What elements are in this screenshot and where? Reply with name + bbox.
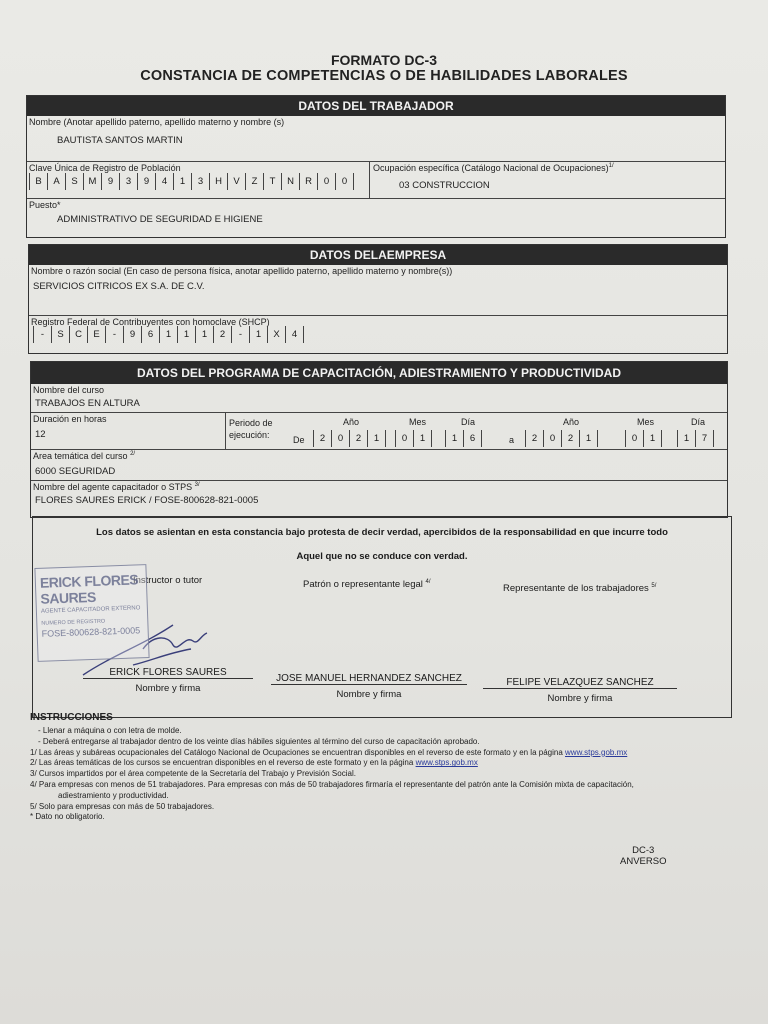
char-box: 1 xyxy=(677,430,695,447)
char-box: 4 xyxy=(285,326,304,343)
worker-name-row xyxy=(27,116,725,161)
to-label: a xyxy=(509,435,515,445)
stamp-reg-number: FOSE-800628-821-0005 xyxy=(41,625,141,639)
employer-caption-text: Patrón o representante legal xyxy=(303,579,423,591)
curp-boxes xyxy=(29,173,354,190)
char-box: 4 xyxy=(155,173,173,190)
char-box: 1 xyxy=(177,326,195,343)
instruction-item: 3/ Cursos impartidos por el área competente de la Secretaría del Trabajo y Previsión Social. xyxy=(30,769,356,779)
instructor-name-caption: Nombre y firma xyxy=(135,683,201,694)
instruction-item xyxy=(30,748,730,759)
workers-rep-caption-text: Representante de los trabajadores xyxy=(503,583,649,595)
area-label-text: Area temática del curso xyxy=(33,451,128,461)
workers-rep-name: FELIPE VELAZQUEZ SANCHEZ xyxy=(483,677,677,689)
char-box: 1 xyxy=(367,430,386,447)
char-box: T xyxy=(263,173,281,190)
duration-row xyxy=(31,412,727,449)
occupation-label xyxy=(373,163,614,173)
end-day-header: Día xyxy=(691,417,706,427)
course-row xyxy=(31,384,727,412)
char-box: M xyxy=(83,173,101,190)
char-box: S xyxy=(51,326,69,343)
stamp-reg-label: NUMERO DE REGISTRO xyxy=(41,618,106,627)
char-box: 2 xyxy=(213,326,231,343)
worker-section-bar: DATOS DEL TRABAJADOR xyxy=(27,96,725,116)
char-box: 2 xyxy=(349,430,367,447)
program-section xyxy=(30,361,728,518)
char-box: 1 xyxy=(643,430,662,447)
char-box: - xyxy=(231,326,249,343)
char-box: 0 xyxy=(335,173,354,190)
stps-link[interactable]: www.stps.gob.mx xyxy=(565,747,628,757)
stamp-role: AGENTE CAPACITADOR EXTERNO xyxy=(40,605,141,615)
char-box: V xyxy=(227,173,245,190)
agent-row xyxy=(31,480,727,511)
char-box: A xyxy=(47,173,65,190)
char-box: 0 xyxy=(543,430,561,447)
char-box: 1 xyxy=(445,430,463,447)
instructor-name: ERICK FLORES SAURES xyxy=(83,667,253,679)
company-rfc-row xyxy=(29,315,727,352)
duration-divider xyxy=(225,413,226,449)
agent-value: FLORES SAURES ERICK / FOSE-800628-821-0005 xyxy=(35,495,259,506)
char-box: B xyxy=(29,173,47,190)
occupation-note-ref: 1/ xyxy=(608,163,614,169)
char-box: E xyxy=(87,326,105,343)
char-box: 0 xyxy=(331,430,349,447)
occupation-label-text: Ocupación específica (Catálogo Nacional de Ocupaciones) xyxy=(373,163,609,173)
workers-rep-caption xyxy=(503,583,656,594)
instruction-item xyxy=(30,758,730,769)
footer-form-code: DC-3 xyxy=(632,845,655,856)
char-box: 2 xyxy=(561,430,579,447)
period-label-1: Periodo de xyxy=(229,418,273,428)
start-month-boxes xyxy=(395,430,432,447)
end-month-boxes xyxy=(625,430,662,447)
company-name-value: SERVICIOS CITRICOS EX S.A. DE C.V. xyxy=(33,281,205,292)
char-box: 3 xyxy=(119,173,137,190)
char-box: 7 xyxy=(695,430,714,447)
worker-curp-row xyxy=(27,161,725,198)
position-label: Puesto* xyxy=(29,200,61,210)
instruction-item: 5/ Solo para empresas con más de 50 trabajadores. xyxy=(30,801,215,811)
stamp-name: ERICK FLORES SAURES xyxy=(39,571,139,607)
char-box: X xyxy=(267,326,285,343)
char-box: 1 xyxy=(195,326,213,343)
end-day-boxes xyxy=(677,430,714,447)
char-box: 1 xyxy=(413,430,432,447)
employer-name-caption: Nombre y firma xyxy=(336,689,402,700)
worker-name-label: Nombre (Anotar apellido paterno, apellido materno y nombre (s) xyxy=(29,117,285,127)
agent-label-text: Nombre del agente capacitador o STPS xyxy=(33,482,193,492)
form-main-title: CONSTANCIA DE COMPETENCIAS O DE HABILIDADES LABORALES xyxy=(140,68,628,84)
duration-value: 12 xyxy=(35,429,46,440)
instructions-heading: INSTRUCCIONES xyxy=(30,712,113,723)
instruction-text: 2/ Las áreas temáticas de los cursos se encuentran disponibles en el reverso de este formato y en la página xyxy=(30,758,414,768)
worker-section xyxy=(26,95,726,238)
instructor-caption: Instructor o tutor xyxy=(133,575,203,586)
char-box: 6 xyxy=(463,430,482,447)
char-box: 1 xyxy=(173,173,191,190)
page-footer xyxy=(620,845,666,867)
agent-stamp xyxy=(34,564,149,662)
char-box: 0 xyxy=(317,173,335,190)
char-box: 1 xyxy=(159,326,177,343)
char-box: - xyxy=(105,326,123,343)
area-note-ref: 2/ xyxy=(130,451,136,457)
char-box: S xyxy=(65,173,83,190)
declaration-line-2: Aquel que no se conduce con verdad. xyxy=(296,551,468,562)
char-box: Z xyxy=(245,173,263,190)
start-day-boxes xyxy=(445,430,482,447)
char-box: R xyxy=(299,173,317,190)
end-month-header: Mes xyxy=(637,417,655,427)
instruction-item: 4/ Para empresas con menos de 51 trabajadores. Para empresas con más de 50 trabajadores firmaría el representante del patrón ante la Comisión mixta de capacitación, xyxy=(30,779,634,789)
char-box: 2 xyxy=(313,430,331,447)
occupation-value: 03 CONSTRUCCION xyxy=(399,180,490,191)
instruction-item: adiestramiento y productividad. xyxy=(58,790,169,800)
employer-note-ref: 4/ xyxy=(425,579,431,585)
rfc-boxes xyxy=(33,326,304,343)
char-box: 0 xyxy=(625,430,643,447)
course-value: TRABAJOS EN ALTURA xyxy=(35,398,140,409)
agent-note-ref: 3/ xyxy=(194,482,200,488)
company-name-row xyxy=(29,265,727,315)
char-box: 1 xyxy=(579,430,598,447)
curp-label: Clave Única de Registro de Población xyxy=(29,163,181,173)
company-section xyxy=(28,244,728,354)
char-box: - xyxy=(33,326,51,343)
program-section-bar: DATOS DEL PROGRAMA DE CAPACITACIÓN, ADIESTRAMIENTO Y PRODUCTIVIDAD xyxy=(31,362,727,384)
area-label xyxy=(33,451,135,461)
area-row xyxy=(31,449,727,480)
end-year-header: Año xyxy=(563,417,580,427)
agent-label xyxy=(33,482,200,492)
duration-label: Duración en horas xyxy=(33,414,107,424)
char-box: 9 xyxy=(123,326,141,343)
worker-position-row xyxy=(27,198,725,233)
instruction-item: * Dato no obligatorio. xyxy=(30,812,105,822)
from-label: De xyxy=(293,435,305,445)
employer-name: JOSE MANUEL HERNANDEZ SANCHEZ xyxy=(271,673,467,685)
instruction-text: 1/ Las áreas y subáreas ocupacionales del Catálogo Nacional de Ocupaciones se encuentran disponibles en el reverso de este formato y en la página xyxy=(30,747,563,757)
char-box: 6 xyxy=(141,326,159,343)
worker-name-value: BAUTISTA SANTOS MARTIN xyxy=(57,135,183,146)
workers-rep-name-caption: Nombre y firma xyxy=(547,693,613,704)
end-year-boxes xyxy=(525,430,598,447)
char-box: 9 xyxy=(101,173,119,190)
workers-rep-note-ref: 5/ xyxy=(651,583,657,589)
instruction-item: - Llenar a máquina o con letra de molde. xyxy=(38,726,182,735)
instruction-item: - Deberá entregarse al trabajador dentro de los veinte días hábiles siguientes al término del curso de capacitación aprobado. xyxy=(38,736,480,746)
char-box: C xyxy=(69,326,87,343)
period-label-2: ejecución: xyxy=(229,430,270,440)
char-box: 0 xyxy=(395,430,413,447)
char-box: 9 xyxy=(137,173,155,190)
instructions-block xyxy=(30,712,730,823)
start-year-header: Año xyxy=(343,417,360,427)
start-day-header: Día xyxy=(461,417,476,427)
stps-link[interactable]: www.stps.gob.mx xyxy=(415,758,478,768)
position-value: ADMINISTRATIVO DE SEGURIDAD E HIGIENE xyxy=(57,214,263,225)
start-month-header: Mes xyxy=(409,417,427,427)
declaration-line-1: Los datos se asientan en esta constancia bajo protesta de decir verdad, apercibidos de la responsabilidad en que incurre todo xyxy=(96,527,668,538)
char-box: 3 xyxy=(191,173,209,190)
curp-divider xyxy=(369,162,370,198)
company-name-label: Nombre o razón social (En caso de persona física, anotar apellido paterno, apellido materno y nombre(s)) xyxy=(31,266,453,276)
area-value: 6000 SEGURIDAD xyxy=(35,466,116,477)
course-label: Nombre del curso xyxy=(33,385,105,395)
company-section-bar: DATOS DELAEMPRESA xyxy=(29,245,727,265)
rfc-label: Registro Federal de Contribuyentes con homoclave (SHCP) xyxy=(31,317,270,327)
employer-caption xyxy=(303,579,431,590)
char-box: N xyxy=(281,173,299,190)
char-box: 1 xyxy=(249,326,267,343)
footer-side: ANVERSO xyxy=(620,856,667,867)
start-year-boxes xyxy=(313,430,386,447)
char-box: 2 xyxy=(525,430,543,447)
form-code-title: FORMATO DC-3 xyxy=(330,52,438,68)
char-box: H xyxy=(209,173,227,190)
